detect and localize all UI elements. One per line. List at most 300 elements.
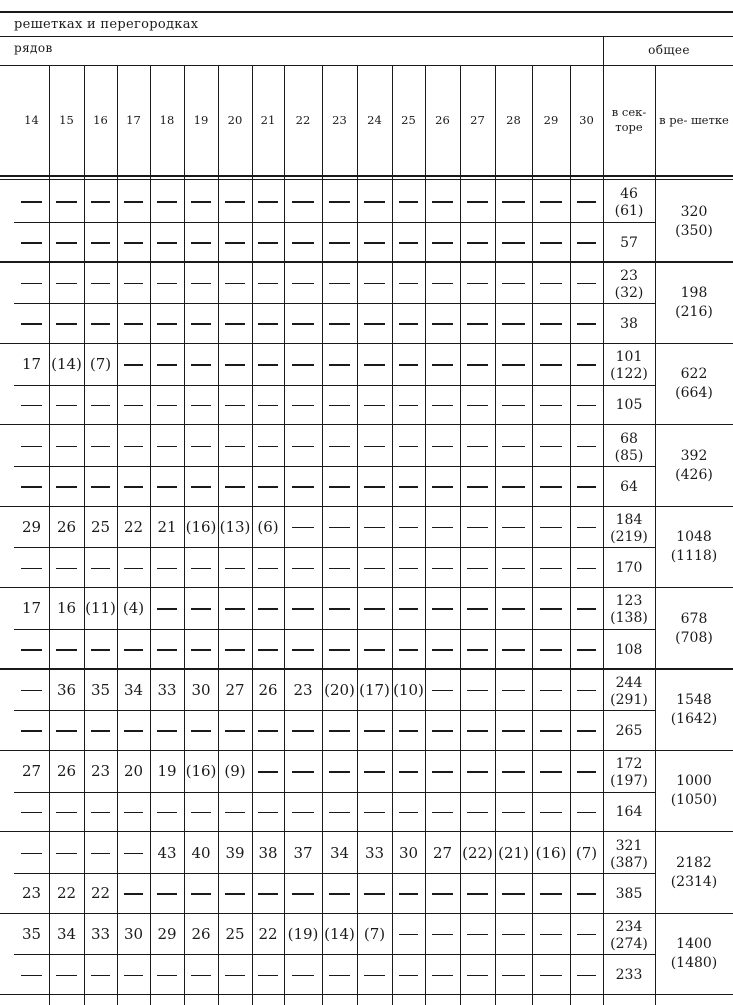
- empty-dash: [225, 608, 245, 610]
- empty-dash: [364, 568, 385, 570]
- sector-value-bottom: 164: [615, 804, 643, 821]
- empty-dash: [157, 242, 177, 244]
- lattice-total: 2182 (2314): [670, 854, 718, 890]
- empty-dash: [502, 323, 524, 325]
- empty-dash: [432, 568, 453, 570]
- empty-dash: [432, 608, 453, 610]
- empty-dash: [364, 201, 385, 203]
- empty-dash: [577, 893, 597, 895]
- empty-dash: [467, 812, 488, 814]
- header-bottom-rule: [0, 175, 733, 177]
- empty-dash: [432, 242, 453, 244]
- table-cell: 33: [90, 924, 111, 943]
- empty-dash: [292, 283, 315, 285]
- empty-dash: [577, 649, 597, 651]
- empty-dash: [540, 568, 563, 570]
- empty-dash: [157, 405, 177, 407]
- empty-dash: [292, 364, 315, 366]
- row-rule: [14, 385, 655, 386]
- empty-dash: [399, 486, 419, 488]
- empty-dash: [191, 649, 211, 651]
- page-title: решетках и перегородках: [14, 17, 199, 32]
- table-cell: 30: [191, 680, 211, 699]
- empty-dash: [502, 893, 524, 895]
- table-cell: 30: [398, 843, 419, 862]
- table-cell: (22): [462, 843, 493, 862]
- empty-dash: [56, 975, 77, 977]
- top-rule: [0, 11, 733, 13]
- row-rule: [14, 792, 655, 793]
- empty-dash: [292, 975, 315, 977]
- empty-dash: [329, 812, 350, 814]
- sector-value-top: 68 (85): [614, 430, 644, 464]
- empty-dash: [292, 201, 315, 203]
- table-cell: 29: [157, 924, 177, 943]
- table-cell: (6): [257, 517, 279, 536]
- empty-dash: [157, 730, 177, 732]
- empty-dash: [329, 364, 350, 366]
- empty-dash: [432, 690, 453, 692]
- empty-dash: [258, 405, 277, 407]
- empty-dash: [91, 568, 111, 570]
- empty-dash: [157, 283, 177, 285]
- empty-dash: [329, 201, 350, 203]
- empty-dash: [157, 812, 177, 814]
- empty-dash: [540, 323, 563, 325]
- empty-dash: [91, 201, 111, 203]
- empty-dash: [540, 364, 563, 366]
- table-cell: (16): [185, 517, 217, 536]
- empty-dash: [56, 283, 77, 285]
- empty-dash: [124, 405, 144, 407]
- empty-dash: [577, 568, 597, 570]
- sector-value-top: 46 (61): [614, 186, 644, 220]
- empty-dash: [21, 649, 42, 651]
- empty-dash: [157, 568, 177, 570]
- sector-value-bottom: 108: [615, 641, 643, 658]
- sector-value-bottom: 64: [620, 478, 638, 495]
- table-cell: 22: [258, 924, 278, 943]
- empty-dash: [329, 771, 350, 773]
- empty-dash: [577, 690, 597, 692]
- table-cell: 27: [432, 843, 453, 862]
- empty-dash: [124, 446, 144, 448]
- empty-dash: [292, 812, 315, 814]
- empty-dash: [56, 405, 77, 407]
- empty-dash: [432, 405, 453, 407]
- lattice-total: 392 (426): [675, 447, 713, 483]
- empty-dash: [467, 893, 488, 895]
- empty-dash: [56, 812, 77, 814]
- empty-dash: [56, 323, 77, 325]
- empty-dash: [292, 486, 315, 488]
- empty-dash: [258, 649, 277, 651]
- table-cell: 20: [123, 762, 144, 781]
- empty-dash: [225, 975, 245, 977]
- table-cell: (4): [122, 599, 145, 618]
- empty-dash: [577, 527, 597, 529]
- empty-dash: [577, 242, 597, 244]
- empty-dash: [502, 242, 524, 244]
- empty-dash: [292, 568, 315, 570]
- empty-dash: [157, 446, 177, 448]
- empty-dash: [292, 771, 315, 773]
- column-header-row-22: 22: [295, 112, 311, 127]
- empty-dash: [124, 975, 144, 977]
- empty-dash: [225, 649, 245, 651]
- empty-dash: [540, 486, 563, 488]
- table-cell: 26: [56, 517, 77, 536]
- empty-dash: [91, 649, 111, 651]
- empty-dash: [364, 608, 385, 610]
- table-cell: 21: [157, 517, 177, 536]
- empty-dash: [502, 608, 524, 610]
- table-cell: 27: [21, 762, 42, 781]
- empty-dash: [577, 975, 597, 977]
- empty-dash: [432, 446, 453, 448]
- lattice-total: 1048 (1118): [670, 529, 718, 565]
- empty-dash: [399, 568, 419, 570]
- table-cell: 38: [258, 843, 278, 862]
- table-cell: 22: [123, 517, 144, 536]
- empty-dash: [91, 486, 111, 488]
- empty-dash: [191, 405, 211, 407]
- table-cell: 26: [258, 680, 278, 699]
- row-rule: [14, 547, 655, 548]
- empty-dash: [292, 242, 315, 244]
- empty-dash: [577, 486, 597, 488]
- empty-dash: [399, 608, 419, 610]
- empty-dash: [399, 527, 419, 529]
- empty-dash: [502, 934, 524, 936]
- empty-dash: [467, 201, 488, 203]
- empty-dash: [21, 283, 42, 285]
- empty-dash: [502, 649, 524, 651]
- empty-dash: [502, 283, 524, 285]
- empty-dash: [502, 568, 524, 570]
- empty-dash: [21, 446, 42, 448]
- table-cell: 25: [225, 924, 245, 943]
- sector-value-top: 101 (122): [610, 349, 648, 383]
- column-header-row-27: 27: [470, 112, 485, 127]
- empty-dash: [467, 364, 488, 366]
- empty-dash: [329, 568, 350, 570]
- empty-dash: [21, 730, 42, 732]
- empty-dash: [191, 812, 211, 814]
- empty-dash: [225, 446, 245, 448]
- empty-dash: [124, 730, 144, 732]
- empty-dash: [577, 771, 597, 773]
- empty-dash: [540, 771, 563, 773]
- sector-value-top: 172 (197): [610, 756, 648, 790]
- empty-dash: [467, 527, 488, 529]
- table-cell: 36: [56, 680, 77, 699]
- empty-dash: [258, 323, 277, 325]
- empty-dash: [191, 283, 211, 285]
- row-rule: [14, 629, 655, 630]
- column-header-sector: в сек- торе: [611, 105, 647, 134]
- sector-value-top: 184 (219): [610, 511, 648, 545]
- empty-dash: [577, 730, 597, 732]
- column-header-row-16: 16: [93, 112, 108, 127]
- empty-dash: [467, 975, 488, 977]
- table-cell: 26: [56, 762, 77, 781]
- empty-dash: [329, 730, 350, 732]
- empty-dash: [124, 568, 144, 570]
- empty-dash: [91, 323, 111, 325]
- table-cell: 23: [293, 680, 313, 699]
- empty-dash: [364, 323, 385, 325]
- header-bottom-rule-2: [0, 179, 733, 180]
- table-cell: (21): [498, 843, 529, 862]
- lattice-total: 622 (664): [675, 366, 713, 402]
- empty-dash: [225, 812, 245, 814]
- empty-dash: [432, 364, 453, 366]
- empty-dash: [540, 446, 563, 448]
- empty-dash: [191, 242, 211, 244]
- table-cell: (7): [363, 924, 386, 943]
- empty-dash: [399, 771, 419, 773]
- empty-dash: [124, 893, 144, 895]
- empty-dash: [157, 486, 177, 488]
- empty-dash: [432, 730, 453, 732]
- empty-dash: [258, 242, 277, 244]
- table-cell: (7): [89, 355, 112, 374]
- empty-dash: [157, 201, 177, 203]
- empty-dash: [124, 242, 144, 244]
- empty-dash: [124, 812, 144, 814]
- empty-dash: [91, 853, 111, 855]
- empty-dash: [329, 527, 350, 529]
- empty-dash: [56, 568, 77, 570]
- empty-dash: [191, 568, 211, 570]
- empty-dash: [258, 975, 277, 977]
- lattice-total: 678 (708): [675, 610, 713, 646]
- empty-dash: [399, 283, 419, 285]
- empty-dash: [56, 201, 77, 203]
- empty-dash: [329, 446, 350, 448]
- empty-dash: [91, 812, 111, 814]
- column-header-row-23: 23: [332, 112, 347, 127]
- empty-dash: [292, 649, 315, 651]
- empty-dash: [399, 812, 419, 814]
- empty-dash: [467, 446, 488, 448]
- lattice-total: 198 (216): [675, 285, 713, 321]
- empty-dash: [432, 893, 453, 895]
- sector-value-top: 23 (32): [614, 267, 644, 301]
- table-cell: 17: [21, 355, 42, 374]
- empty-dash: [191, 201, 211, 203]
- empty-dash: [258, 364, 277, 366]
- empty-dash: [91, 242, 111, 244]
- table-cell: 33: [157, 680, 177, 699]
- empty-dash: [502, 730, 524, 732]
- table-cell: (7): [575, 843, 598, 862]
- empty-dash: [21, 405, 42, 407]
- empty-dash: [225, 364, 245, 366]
- empty-dash: [364, 446, 385, 448]
- sector-value-bottom: 170: [615, 560, 643, 577]
- empty-dash: [258, 486, 277, 488]
- empty-dash: [364, 975, 385, 977]
- table-cell: 19: [157, 762, 177, 781]
- column-header-row-15: 15: [59, 112, 74, 127]
- empty-dash: [329, 893, 350, 895]
- empty-dash: [91, 975, 111, 977]
- column-header-row-14: 14: [24, 112, 39, 127]
- table-cell: 40: [191, 843, 211, 862]
- empty-dash: [329, 323, 350, 325]
- empty-dash: [157, 649, 177, 651]
- empty-dash: [399, 975, 419, 977]
- row-rule: [14, 303, 655, 304]
- empty-dash: [21, 853, 42, 855]
- empty-dash: [258, 771, 277, 773]
- column-header-row-24: 24: [367, 112, 382, 127]
- empty-dash: [399, 405, 419, 407]
- sector-value-top: 234 (274): [610, 918, 648, 952]
- empty-dash: [258, 568, 277, 570]
- empty-dash: [540, 812, 563, 814]
- empty-dash: [467, 283, 488, 285]
- empty-dash: [467, 608, 488, 610]
- sector-value-bottom: 105: [615, 397, 643, 414]
- empty-dash: [577, 446, 597, 448]
- empty-dash: [191, 486, 211, 488]
- empty-dash: [157, 975, 177, 977]
- table-cell: (20): [324, 680, 355, 699]
- empty-dash: [540, 242, 563, 244]
- empty-dash: [467, 730, 488, 732]
- empty-dash: [258, 730, 277, 732]
- empty-dash: [21, 690, 42, 692]
- empty-dash: [364, 812, 385, 814]
- empty-dash: [502, 812, 524, 814]
- empty-dash: [502, 364, 524, 366]
- empty-dash: [91, 283, 111, 285]
- lattice-total: 320 (350): [675, 203, 713, 239]
- column-header-row-18: 18: [159, 112, 175, 127]
- empty-dash: [432, 527, 453, 529]
- row-rule: [14, 466, 655, 467]
- table-cell: 33: [364, 843, 385, 862]
- empty-dash: [577, 405, 597, 407]
- empty-dash: [329, 608, 350, 610]
- table-cell: 35: [21, 924, 42, 943]
- empty-dash: [540, 527, 563, 529]
- empty-dash: [364, 730, 385, 732]
- empty-dash: [432, 201, 453, 203]
- empty-dash: [124, 283, 144, 285]
- empty-dash: [124, 201, 144, 203]
- empty-dash: [399, 323, 419, 325]
- table-cell: 34: [123, 680, 144, 699]
- table-cell: (16): [185, 762, 217, 781]
- table-cell: 37: [293, 843, 313, 862]
- empty-dash: [21, 242, 42, 244]
- rows-label: рядов: [14, 41, 53, 55]
- empty-dash: [258, 893, 277, 895]
- empty-dash: [292, 608, 315, 610]
- table-cell: 16: [56, 599, 77, 618]
- empty-dash: [540, 730, 563, 732]
- table-cell: 27: [225, 680, 245, 699]
- empty-dash: [329, 486, 350, 488]
- empty-dash: [432, 771, 453, 773]
- empty-dash: [292, 893, 315, 895]
- lattice-total: 1000 (1050): [670, 773, 718, 809]
- table-cell: 43: [157, 843, 177, 862]
- empty-dash: [292, 730, 315, 732]
- row-rule: [14, 710, 655, 711]
- table-cell: 23: [21, 884, 42, 903]
- empty-dash: [432, 975, 453, 977]
- empty-dash: [540, 283, 563, 285]
- empty-dash: [329, 242, 350, 244]
- total-divider: [603, 36, 604, 66]
- empty-dash: [225, 201, 245, 203]
- empty-dash: [157, 893, 177, 895]
- empty-dash: [225, 242, 245, 244]
- column-header-row-25: 25: [401, 112, 416, 127]
- empty-dash: [432, 934, 453, 936]
- empty-dash: [91, 446, 111, 448]
- empty-dash: [124, 364, 144, 366]
- table-cell: 39: [225, 843, 245, 862]
- empty-dash: [432, 649, 453, 651]
- empty-dash: [191, 608, 211, 610]
- empty-dash: [577, 812, 597, 814]
- empty-dash: [540, 975, 563, 977]
- empty-dash: [225, 283, 245, 285]
- table-cell: 22: [56, 884, 77, 903]
- empty-dash: [91, 730, 111, 732]
- empty-dash: [364, 364, 385, 366]
- sector-value-bottom: 38: [620, 315, 638, 332]
- empty-dash: [225, 486, 245, 488]
- empty-dash: [21, 486, 42, 488]
- empty-dash: [329, 405, 350, 407]
- empty-dash: [225, 568, 245, 570]
- empty-dash: [56, 730, 77, 732]
- empty-dash: [258, 283, 277, 285]
- table-cell: (19): [287, 924, 319, 943]
- table-cell: 34: [56, 924, 77, 943]
- empty-dash: [56, 486, 77, 488]
- empty-dash: [56, 242, 77, 244]
- empty-dash: [467, 771, 488, 773]
- empty-dash: [329, 283, 350, 285]
- empty-dash: [467, 934, 488, 936]
- empty-dash: [502, 975, 524, 977]
- empty-dash: [432, 283, 453, 285]
- empty-dash: [191, 730, 211, 732]
- empty-dash: [364, 771, 385, 773]
- empty-dash: [540, 608, 563, 610]
- empty-dash: [540, 201, 563, 203]
- empty-dash: [467, 486, 488, 488]
- table-cell: 22: [90, 884, 111, 903]
- empty-dash: [124, 853, 144, 855]
- lattice-total: 1400 (1480): [670, 936, 718, 972]
- empty-dash: [502, 527, 524, 529]
- empty-dash: [225, 405, 245, 407]
- empty-dash: [21, 975, 42, 977]
- empty-dash: [56, 446, 77, 448]
- sector-value-bottom: 385: [615, 885, 643, 902]
- table-cell: (16): [535, 843, 567, 862]
- table-cell: (11): [85, 599, 116, 618]
